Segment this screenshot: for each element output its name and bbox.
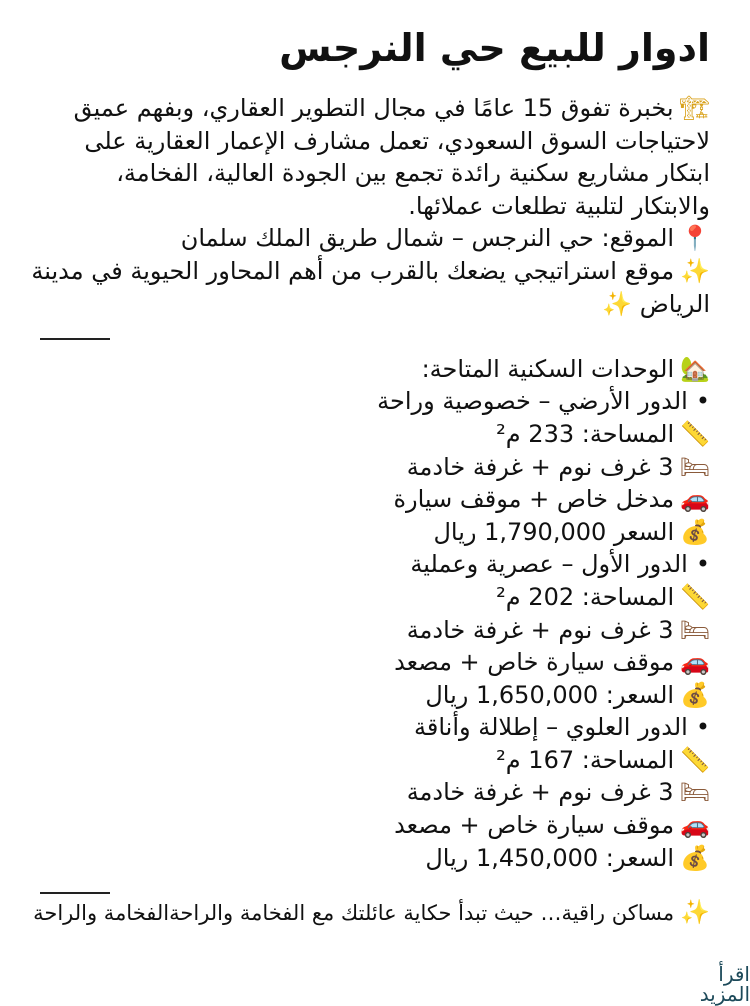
bullet-icon: •	[695, 713, 710, 742]
unit-area	[40, 418, 710, 451]
unit-extras-text: موقف سيارة خاص + مصعد	[394, 648, 675, 677]
post-title: ادوار للبيع حي النرجس	[279, 26, 710, 70]
unit-area-text: المساحة: 233 م²	[496, 419, 675, 448]
car-icon: 🚗	[680, 648, 710, 677]
unit-extras-text: موقف سيارة خاص + مصعد	[394, 811, 675, 840]
strategic-line-2	[40, 288, 710, 321]
unit-rooms	[40, 776, 710, 809]
unit-rooms-text: 3 غرف نوم + غرفة خادمة	[406, 778, 674, 807]
unit-price	[40, 842, 710, 875]
house-icon: 🏡	[680, 354, 710, 383]
unit-rooms	[40, 451, 710, 484]
units-heading-text: الوحدات السكنية المتاحة:	[421, 354, 675, 383]
unit-name-text: الدور الأول – عصرية وعملية	[410, 550, 688, 579]
unit-extras	[40, 646, 710, 679]
car-icon: 🚗	[680, 485, 710, 514]
footer-tagline	[33, 896, 710, 929]
money-bag-icon: 💰	[680, 843, 710, 872]
ruler-icon: 📏	[680, 419, 710, 448]
strategic-text-2: الرياض	[639, 289, 710, 318]
unit-area	[40, 744, 710, 777]
intro-paragraph	[40, 92, 710, 222]
pin-icon: 📍	[680, 224, 710, 253]
car-icon: 🚗	[680, 811, 710, 840]
bullet-icon: •	[695, 550, 710, 579]
unit-rooms-text: 3 غرف نوم + غرفة خادمة	[406, 452, 674, 481]
intro-text: بخبرة تفوق 15 عامًا في مجال التطوير العقاري، وبفهم عميق لاحتياجات السوق السعودي، تعمل مشارف الإعمار العقارية على ابتكار مشاريع سكنية رائدة تجمع بين الجودة العالية، الفخامة، والابتكار لتلبية تطلعات عملائها.	[73, 94, 710, 220]
unit-name-text: الدور العلوي – إطلالة وأناقة	[414, 713, 688, 742]
bed-icon: 🛏	[679, 615, 710, 644]
unit-extras	[40, 483, 710, 516]
strategic-line	[31, 255, 710, 288]
units-heading	[40, 353, 710, 386]
unit-rooms-text: 3 غرف نوم + غرفة خادمة	[406, 615, 674, 644]
unit-price	[40, 679, 710, 712]
unit-price-text: السعر: 1,650,000 ريال	[425, 680, 675, 709]
money-bag-icon: 💰	[680, 517, 710, 546]
ruler-icon: 📏	[680, 582, 710, 611]
ruler-icon: 📏	[680, 745, 710, 774]
bullet-icon: •	[695, 387, 710, 416]
unit-price	[40, 516, 710, 549]
unit-extras-text: مدخل خاص + موقف سيارة	[393, 485, 675, 514]
unit-extras	[40, 809, 710, 842]
unit-first-floor	[40, 548, 710, 711]
unit-price-text: السعر: 1,450,000 ريال	[425, 843, 675, 872]
read-more-link[interactable]: اقرأ المزيد	[699, 962, 750, 1006]
unit-name-text: الدور الأرضي – خصوصية وراحة	[377, 387, 688, 416]
sparkles-icon: ✨	[680, 256, 710, 285]
bed-icon: 🛏	[679, 778, 710, 807]
unit-area	[40, 581, 710, 614]
unit-name	[40, 711, 710, 744]
unit-name	[40, 548, 710, 581]
unit-area-text: المساحة: 202 م²	[496, 582, 675, 611]
unit-ground-floor	[40, 385, 710, 548]
sparkles-icon: ✨	[680, 898, 710, 926]
post-body	[31, 92, 710, 907]
unit-name	[40, 385, 710, 418]
sparkles-icon: ✨	[602, 289, 633, 318]
strategic-text-1: موقع استراتيجي يضعك بالقرب من أهم المحاور الحيوية في مدينة	[31, 256, 675, 285]
unit-rooms	[40, 614, 710, 647]
unit-top-floor	[40, 711, 710, 874]
unit-area-text: المساحة: 167 م²	[496, 745, 675, 774]
divider	[40, 320, 710, 353]
bed-icon: 🛏	[679, 452, 710, 481]
crane-icon: 🏗	[679, 94, 710, 122]
unit-price-text: السعر 1,790,000 ريال	[433, 517, 675, 546]
location-text: الموقع: حي النرجس – شمال طريق الملك سلمان	[180, 224, 675, 253]
money-bag-icon: 💰	[680, 680, 710, 709]
footer-text: مساكن راقية… حيث تبدأ حكاية عائلتك مع الفخامة والراحةالفخامة والراحة	[33, 901, 675, 925]
location-line	[40, 222, 710, 255]
